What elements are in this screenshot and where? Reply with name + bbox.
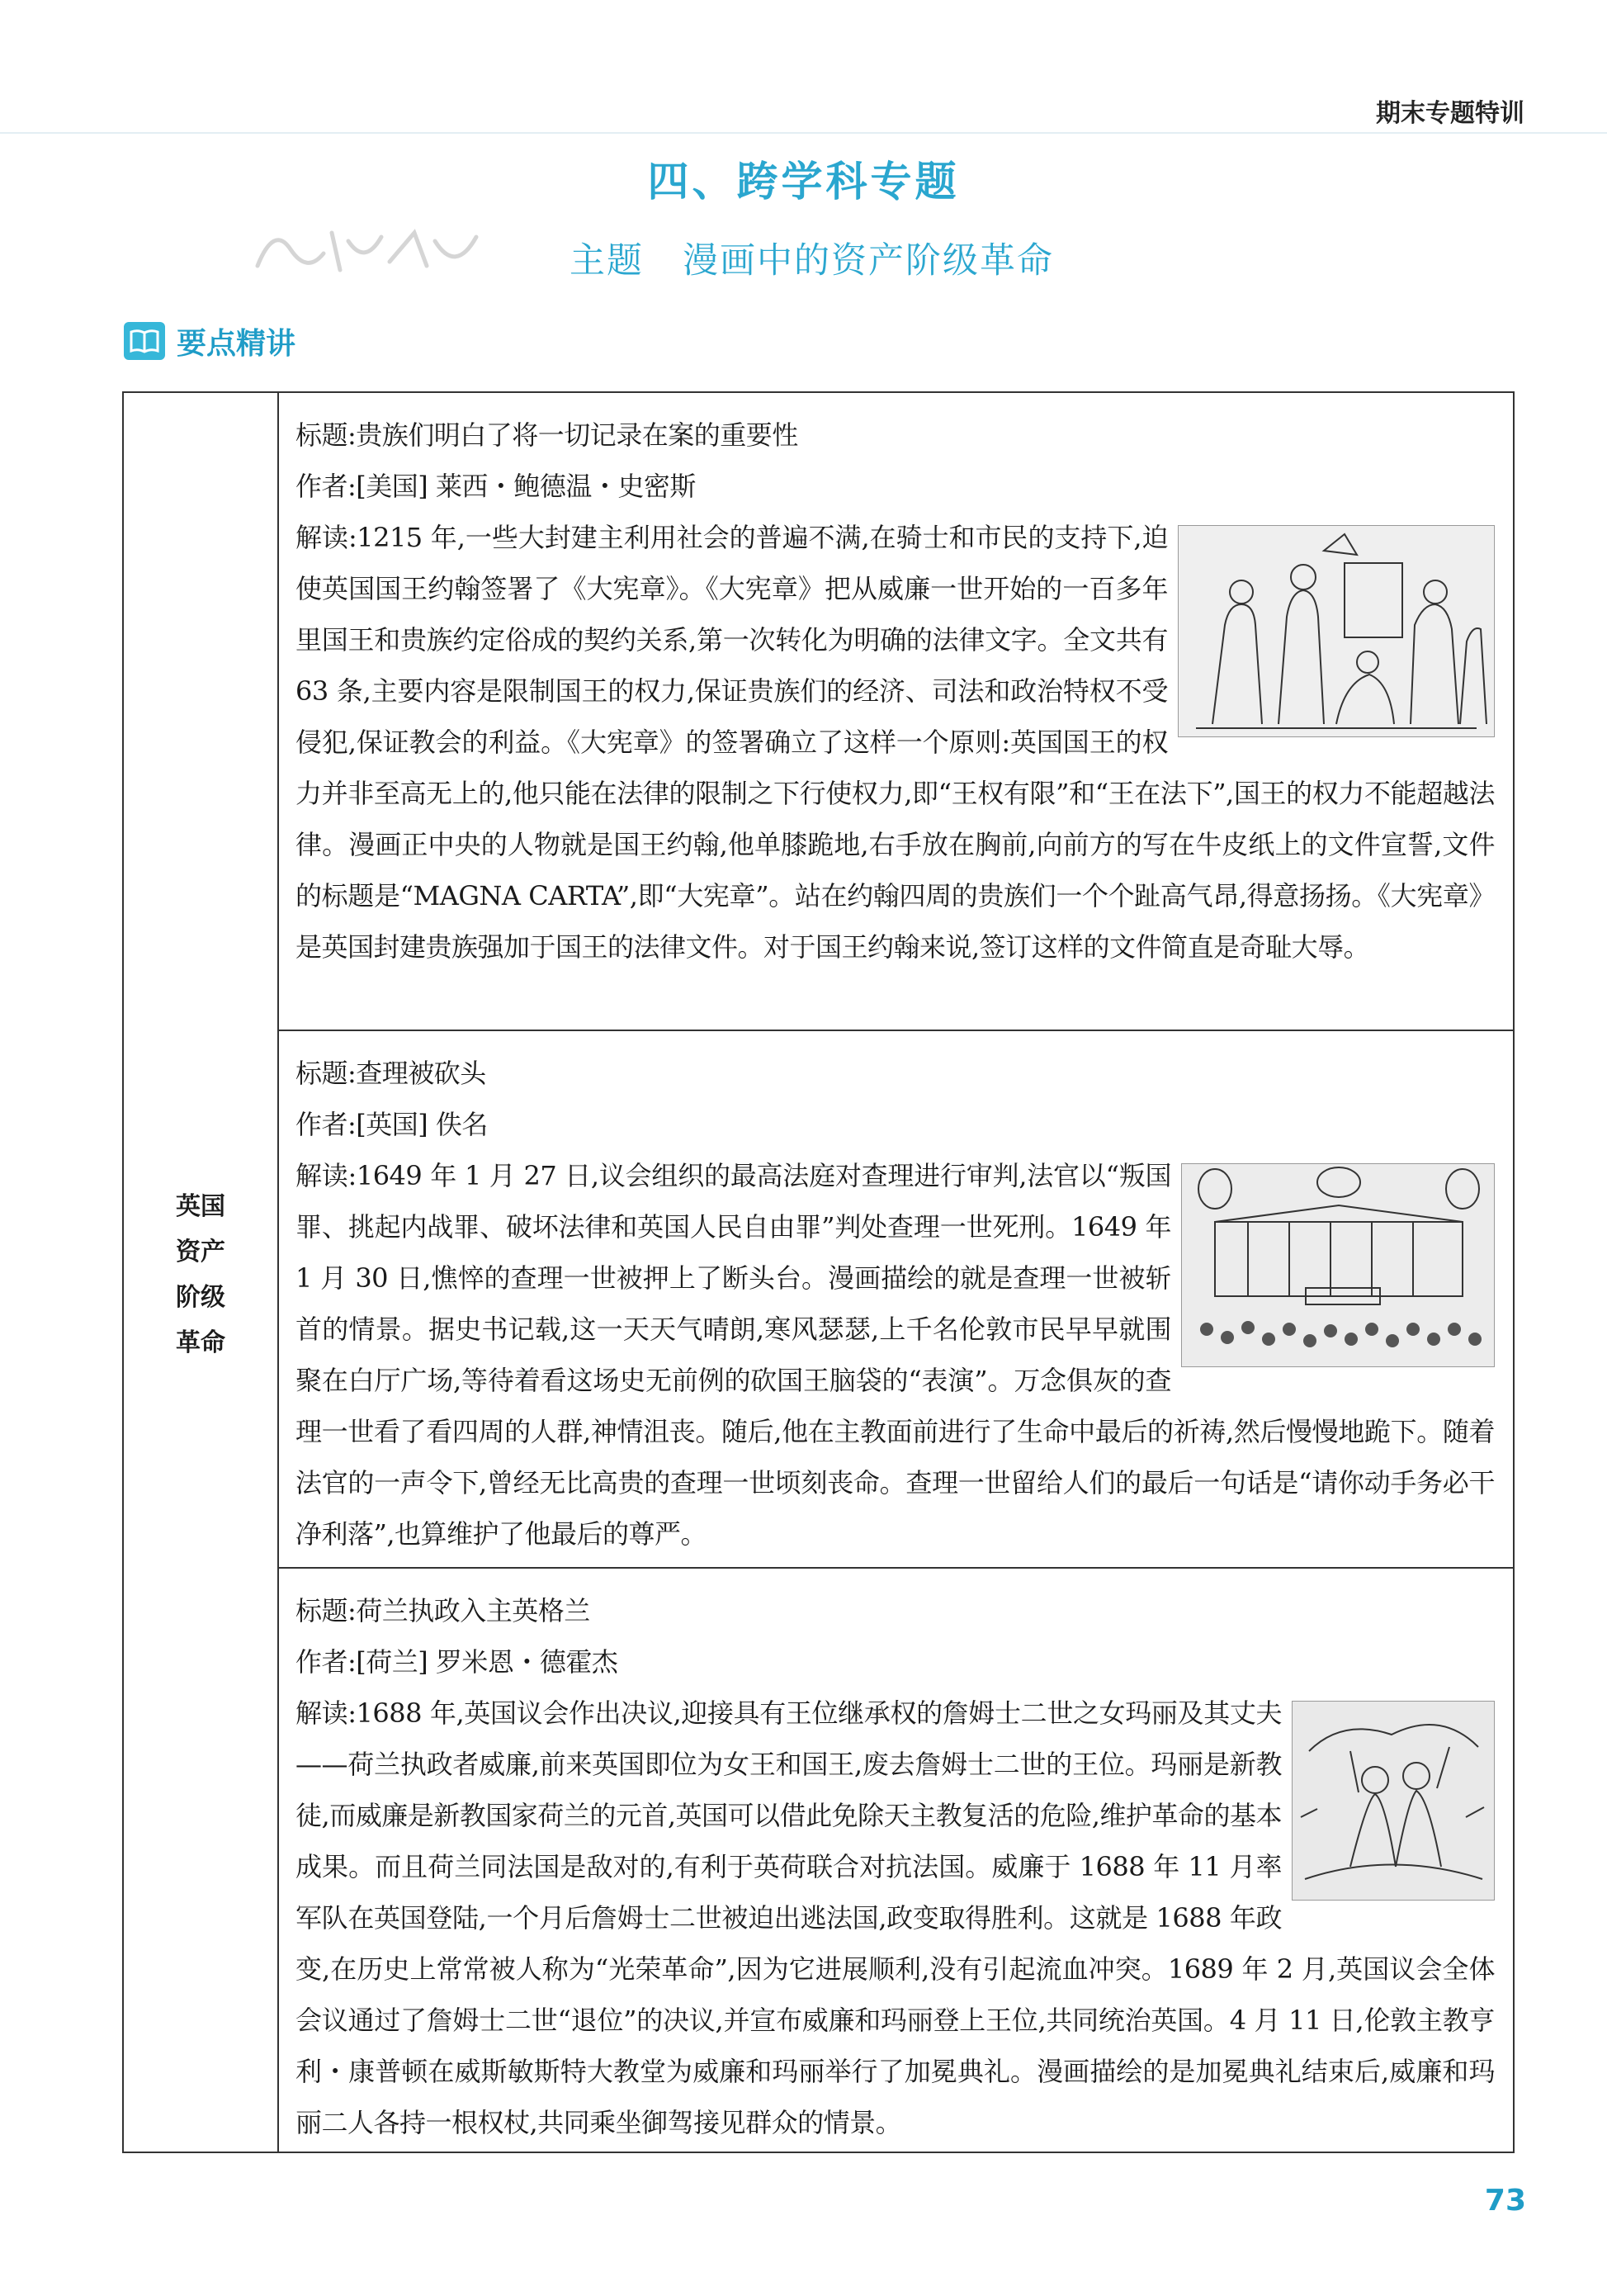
entry-magna-carta [279, 393, 1513, 1031]
entry-glorious-revolution [279, 1569, 1513, 2153]
entry-title: 标题:查理被砍头 [295, 1058, 486, 1089]
entry-text: 解读:1215 年,一些大封建主利用社会的普遍不满,在骑士和市民的支持下,迫使英国国王约翰签署了《大宪章》。《大宪章》把从威廉一世开始的一百多年里国王和贵族约定俗成的契约关系,第一次转化为明确的法律文字。全文共有 63 条,主要内容是限制国王的权力,保证贵族们的经济、司法和政治特权不受侵犯,保证教会的利益。《大宪章》的签署确立了这样一个原则:英国国王的权力并非至高无上的,他只能在法律的限制之下行使权力,即“王权有限”和“王在法下”,国王的权力不能超越法律。漫画正中央的人物就是国王约翰,他单膝跪地,右手放在胸前,向前方的写在牛皮纸上的文件宣誓,文件的标题是“MAGNA CARTA”,即“大宪章”。站在约翰四周的贵族们一个个趾高气昂,得意扬扬。《大宪章》是英国封建贵族强加于国王的法律文件。对于国王约翰来说,签订这样的文件简直是奇耻大辱。 [295, 522, 1495, 963]
content-table [122, 391, 1515, 2153]
page-title: 四、跨学科专题 [647, 158, 960, 206]
entry-title: 标题:贵族们明白了将一切记录在案的重要性 [295, 419, 798, 451]
section-header [124, 319, 295, 363]
header-section-tag: 期末专题特训 [1376, 99, 1524, 128]
section-label: 要点精讲 [177, 326, 296, 361]
cartoon-charles-execution [1181, 1163, 1495, 1367]
row-header-label [124, 1184, 277, 1366]
entry-charles-execution [279, 1031, 1513, 1569]
entry-author: 作者:[荷兰] 罗米恩・德霍杰 [295, 1646, 618, 1678]
entry-author: 作者:[英国] 佚名 [295, 1109, 488, 1140]
page-number: 73 [1484, 2184, 1526, 2218]
entry-title: 标题:荷兰执政入主英格兰 [295, 1595, 590, 1626]
row-header-text: 英国资产阶级革命 [176, 1192, 225, 1357]
entry-author: 作者:[美国] 莱西・鲍德温・史密斯 [295, 471, 696, 502]
header-divider [0, 132, 1607, 134]
entry-text: 解读:1688 年,英国议会作出决议,迎接具有王位继承权的詹姆士二世之女玛丽及其丈夫——荷兰执政者威廉,前来英国即位为女王和国王,废去詹姆士二世的王位。玛丽是新教徒,而威廉是新教国家荷兰的元首,英国可以借此免除天主教复活的危险,维护革命的基本成果。而且荷兰同法国是敌对的,有利于英荷联合对抗法国。威廉于 1688 年 11 月率军队在英国登陆,一个月后詹姆士二世被迫出逃法国,政变取得胜利。这就是 1688 年政变,在历史上常常被人称为“光荣革命”,因为它进展顺利,没有引起流血冲突。1689 年 2 月,英国议会全体会议通过了詹姆士二世“退位”的决议,并宣布威廉和玛丽登上王位,共同统治英国。4 月 11 日,伦敦主教亨利・康普顿在威斯敏斯特大教堂为威廉和玛丽举行了加冕典礼。漫画描绘的是加冕典礼结束后,威廉和玛丽二人各持一根权杖,共同乘坐御驾接见群众的情景。 [295, 1697, 1495, 2138]
entry-text: 解读:1649 年 1 月 27 日,议会组织的最高法庭对查理进行审判,法官以“叛国罪、挑起内战罪、破坏法律和英国人民自由罪”判处查理一世死刑。1649 年 1 月 30 日,憔悴的查理一世被押上了断头台。漫画描绘的就是查理一世被斩首的情景。据史书记载,这一天天气晴朗,寒风瑟瑟,上千名伦敦市民早早就围聚在白厅广场,等待着看这场史无前例的砍国王脑袋的“表演”。万念俱灰的查理一世看了看四周的人群,神情沮丧。随后,他在主教面前进行了生命中最后的祈祷,然后慢慢地跪下。随着法官的一声令下,曾经无比高贵的查理一世顷刻丧命。查理一世留给人们的最后一句话是“请你动手务必干净利落”,也算维护了他最后的尊严。 [295, 1160, 1495, 1550]
watermark-logo [249, 216, 489, 282]
row-header-cell [124, 393, 279, 2152]
book-icon [124, 322, 165, 360]
page-subtitle: 主题 漫画中的资产阶级革命 [570, 240, 1055, 282]
cartoon-glorious-revolution [1292, 1701, 1495, 1901]
cartoon-magna-carta [1178, 525, 1495, 737]
